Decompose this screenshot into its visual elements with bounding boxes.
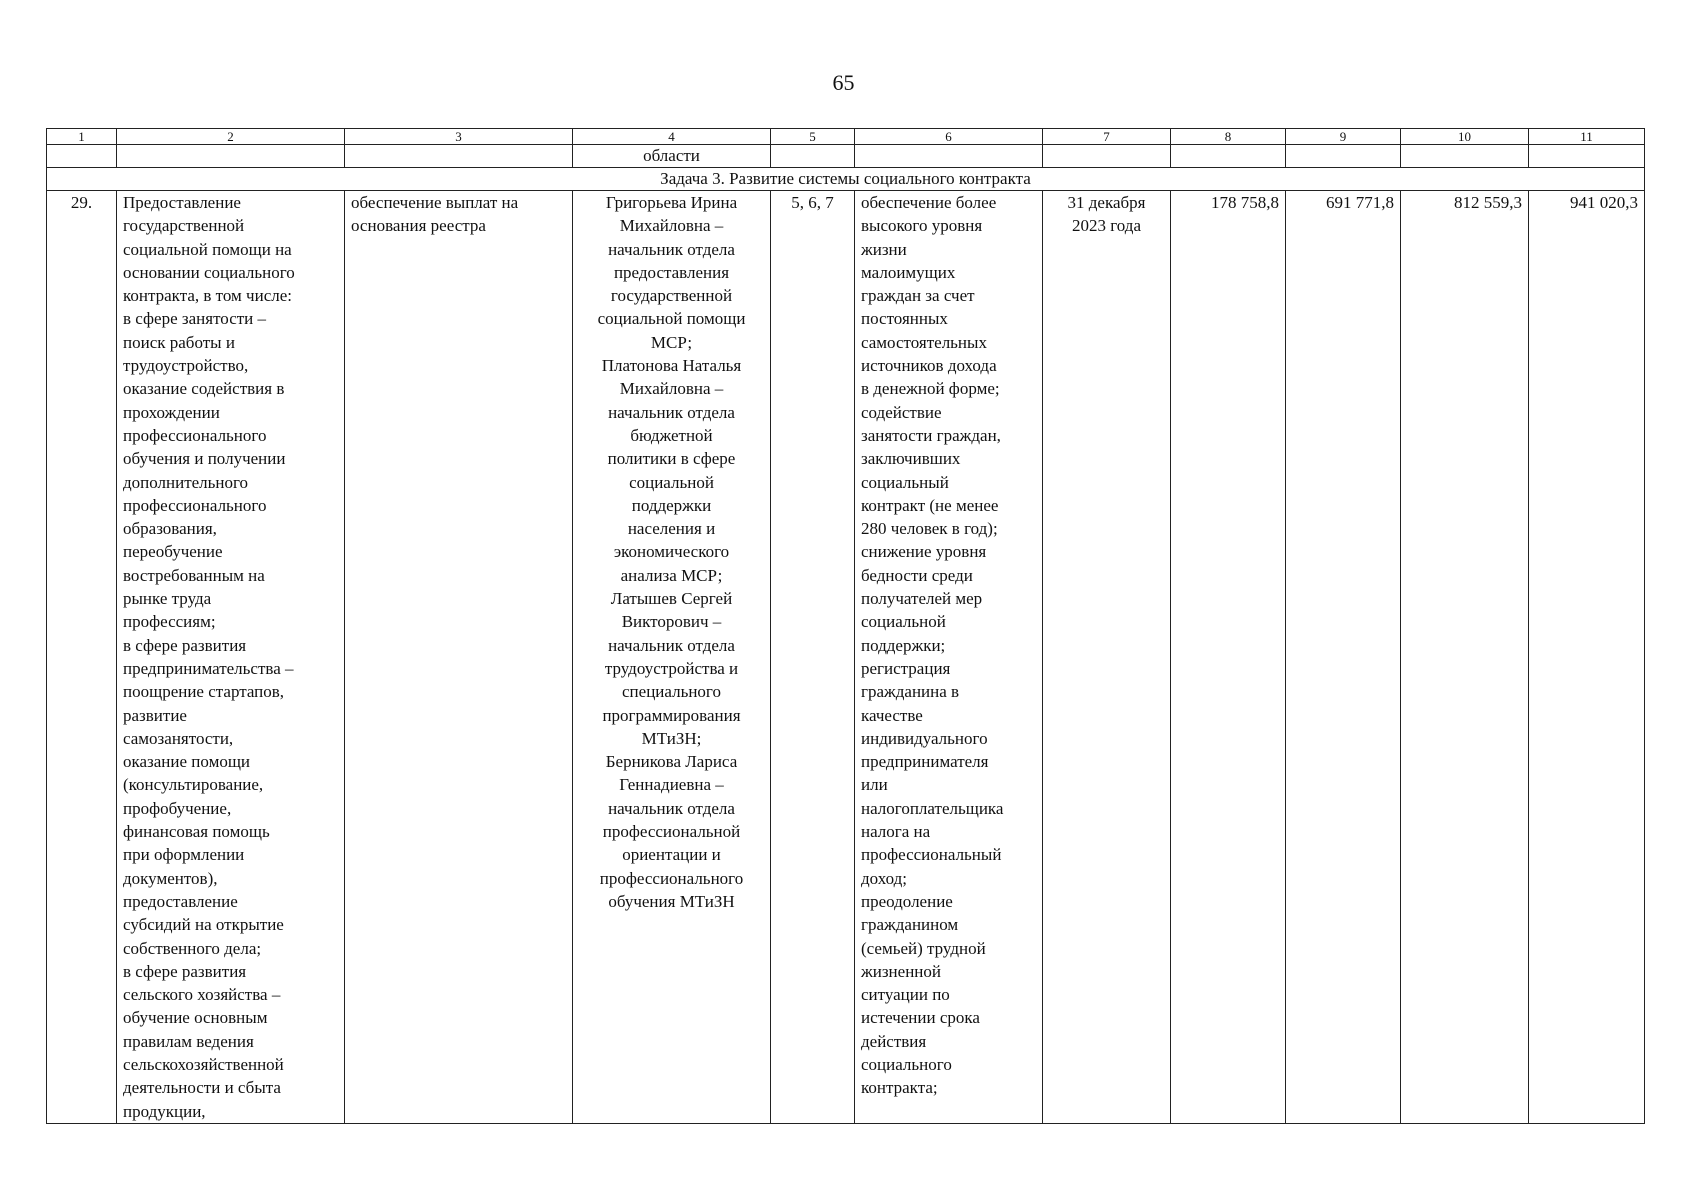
responsible-persons: Григорьева Ирина Михайловна – начальник отдела предоставления государственной социальной помощи МСР; Платонова Наталья Михайловна – начальник отдела бюджетной политики в сфере социальной поддержки населения и экономического анализа МСР; Латышев Сергей Викторович – начальник отдела трудоустройства и специального программирования МТиЗН; Берникова Лариса Геннадиевна – начальник отдела профессиональной ориентации и профессионального обучения МТиЗН [573, 191, 771, 1124]
continuation-text: области [573, 145, 771, 168]
column-number-row [47, 129, 1645, 145]
continuation-row [47, 145, 1645, 168]
column-number: 10 [1401, 129, 1529, 145]
column-number: 9 [1286, 129, 1401, 145]
indicator-numbers: 5, 6, 7 [771, 191, 855, 1124]
funding-col8: 178 758,8 [1171, 191, 1286, 1124]
event-description: Предоставление государственной социальной помощи на основании социального контракта, в том числе: в сфере занятости – поиск работы и трудоустройство, оказание содействия в прохождении профессионального обучения и получении дополнительного профессионального образования, переобучение востребованным на рынке труда профессиям; в сфере развития предпринимательства – поощрение стартапов, развитие самозанятости, оказание помощи (консультирование, профобучение, финансовая помощь при оформлении документов), предоставление субсидий на открытие собственного дела; в сфере развития сельского хозяйства – обучение основным правилам ведения сельскохозяйственной деятельности и сбыта продукции, [117, 191, 345, 1124]
expected-result: обеспечение более высокого уровня жизни малоимущих граждан за счет постоянных самостоятельных источников дохода в денежной форме; содействие занятости граждан, заключивших социальный контракт (не менее 280 человек в год); снижение уровня бедности среди получателей мер социальной поддержки; регистрация гражданина в качестве индивидуального предпринимателя или налогоплательщика налога на профессиональный доход; преодоление гражданином (семьей) трудной жизненной ситуации по истечении срока действия социального контракта; [855, 191, 1043, 1124]
page-number: 65 [832, 70, 855, 95]
column-number: 11 [1529, 129, 1645, 145]
column-number: 7 [1043, 129, 1171, 145]
column-number: 1 [47, 129, 117, 145]
program-table [46, 128, 1645, 1124]
task-title: Задача 3. Развитие системы социального контракта [47, 168, 1645, 191]
deadline: 31 декабря 2023 года [1043, 191, 1171, 1124]
column-number: 4 [573, 129, 771, 145]
column-number: 3 [345, 129, 573, 145]
column-number: 6 [855, 129, 1043, 145]
implementation-mechanism: обеспечение выплат на основания реестра [345, 191, 573, 1124]
funding-col11: 941 020,3 [1529, 191, 1645, 1124]
table-row [47, 191, 1645, 1124]
column-number: 8 [1171, 129, 1286, 145]
funding-col10: 812 559,3 [1401, 191, 1529, 1124]
funding-col9: 691 771,8 [1286, 191, 1401, 1124]
task-row [47, 168, 1645, 191]
column-number: 2 [117, 129, 345, 145]
row-number: 29. [47, 191, 117, 1124]
column-number: 5 [771, 129, 855, 145]
